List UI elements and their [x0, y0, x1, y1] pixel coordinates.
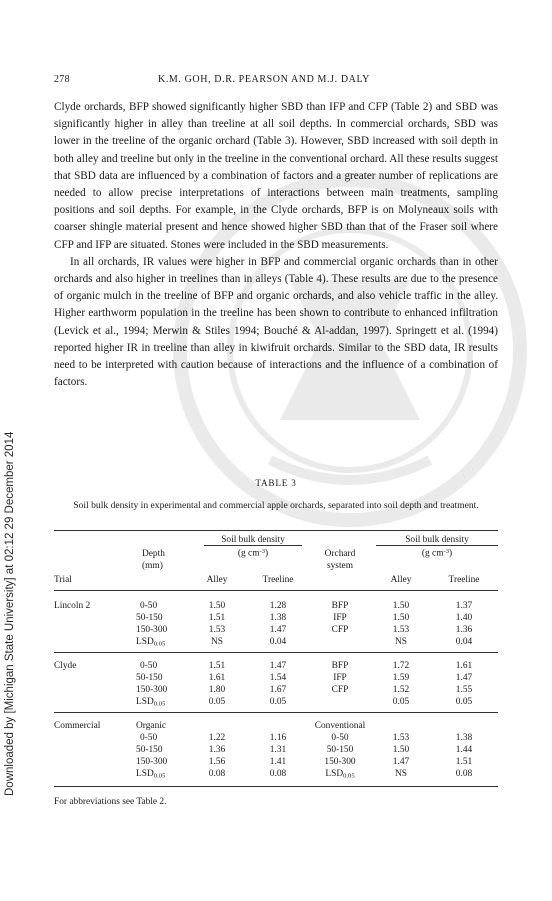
header-depth: Depth [142, 549, 165, 559]
value-cell: 1.36 [455, 625, 473, 635]
system-cell: CFP [331, 685, 349, 695]
value-cell: 1.51 [208, 661, 226, 671]
group-label-organic: Organic [136, 721, 167, 731]
lsd-cell: 0.04 [455, 637, 473, 647]
lsd-label-right: $LSD_{0.05}$ [325, 769, 355, 780]
lsd-cell: NS [211, 637, 223, 647]
depth-cell: 150-300 [136, 625, 168, 635]
value-cell: 1.28 [269, 601, 287, 611]
value-cell: 1.51 [208, 613, 226, 623]
depth-cell: 50-150 [136, 673, 163, 683]
header-sbd-right: Soil bulk density [405, 535, 469, 545]
value-cell: 1.47 [269, 625, 287, 635]
table-rule-group-2 [54, 712, 498, 713]
value-cell: 1.67 [269, 685, 287, 695]
lsd-label: $LSD_{0.05}$ [136, 769, 166, 780]
value-cell: 1.44 [455, 745, 473, 755]
value-cell: 1.80 [208, 685, 226, 695]
depth-cell: 150-300 [136, 757, 168, 767]
lsd-cell: 0.08 [208, 769, 226, 779]
value-cell: 1.37 [455, 601, 473, 611]
table-rule-header [54, 590, 498, 591]
header-system: system [326, 561, 354, 571]
soil-bulk-density-table [54, 528, 498, 808]
group-trial-commercial: Commercial [54, 721, 101, 731]
value-cell: 1.36 [208, 745, 226, 755]
header-sbd-left-unit: (g $cm^{-3}$) [237, 548, 269, 559]
value-cell: 1.53 [208, 625, 226, 635]
value-cell: 1.40 [455, 613, 473, 623]
value-cell: 1.50 [392, 745, 410, 755]
depth-cell: 150-300 [136, 685, 168, 695]
group-trial-lincoln: Lincoln 2 [54, 601, 91, 611]
running-head-authors: K.M. GOH, D.R. PEARSON AND M.J. DALY [158, 74, 371, 85]
table-rule-top [54, 530, 498, 531]
value-cell: 1.38 [269, 613, 287, 623]
value-cell: 1.50 [392, 601, 410, 611]
header-trial: Trial [54, 575, 72, 585]
depth-cell: 50-150 [136, 613, 163, 623]
header-alley-right: Alley [390, 575, 412, 585]
group-trial-clyde: Clyde [54, 661, 77, 671]
value-cell: 1.50 [208, 601, 226, 611]
table-title: TABLE 3 [255, 478, 297, 488]
value-cell: 1.51 [455, 757, 473, 767]
system-cell: BFP [331, 661, 349, 671]
value-cell: 1.50 [392, 613, 410, 623]
lsd-cell: NS [395, 769, 407, 779]
system-cell: CFP [331, 625, 349, 635]
value-cell: 1.55 [455, 685, 473, 695]
value-cell: 1.47 [392, 757, 410, 767]
lsd-cell: 0.05 [269, 697, 287, 707]
value-cell: 1.31 [269, 745, 287, 755]
table-rule-group-1 [54, 652, 498, 653]
system-cell: BFP [331, 601, 349, 611]
value-cell: 1.61 [455, 661, 473, 671]
value-cell: 1.41 [269, 757, 287, 767]
header-sbd-right-unit: (g $cm^{-3}$) [421, 548, 453, 559]
system-cell: 0-50 [331, 733, 349, 743]
lsd-cell: 0.05 [392, 697, 410, 707]
value-cell: 1.59 [392, 673, 410, 683]
lsd-cell: 0.08 [455, 769, 473, 779]
header-orchard: Orchard [324, 549, 356, 559]
system-cell: 150-300 [324, 757, 356, 767]
system-cell: 50-150 [326, 745, 354, 755]
value-cell: 1.22 [208, 733, 226, 743]
lsd-cell: 0.05 [455, 697, 473, 707]
lsd-label: $LSD_{0.05}$ [136, 637, 166, 648]
lsd-cell: 0.08 [269, 769, 287, 779]
page-number: 278 [54, 74, 70, 85]
depth-cell: 0-50 [140, 661, 158, 671]
value-cell: 1.47 [269, 661, 287, 671]
value-cell: 1.38 [455, 733, 473, 743]
table-caption: Soil bulk density in experimental and commercial apple orchards, separated into soil depth and treatment. [73, 500, 479, 511]
depth-cell: 0-50 [140, 733, 158, 743]
value-cell: 1.52 [392, 685, 410, 695]
value-cell: 1.16 [269, 733, 287, 743]
header-treeline-left: Treeline [262, 575, 294, 585]
running-head [54, 74, 498, 88]
lsd-cell: NS [395, 637, 407, 647]
download-watermark [4, 120, 20, 840]
header-treeline-right: Treeline [448, 575, 480, 585]
value-cell: 1.47 [455, 673, 473, 683]
value-cell: 1.53 [392, 733, 410, 743]
header-alley-left: Alley [206, 575, 228, 585]
value-cell: 1.53 [392, 625, 410, 635]
header-sbd-left: Soil bulk density [221, 535, 285, 545]
depth-cell: 50-150 [136, 745, 163, 755]
value-cell: 1.54 [269, 673, 287, 683]
paragraph-1: Clyde orchards, BFP showed significantly higher SBD than IFP and CFP (Table 2) and SBD was significantly higher in alley than treeline at all soil depths. In commercial orchards, SBD was lower in the treeline of the organic orchard (Table 3). However, SBD increased with soil depth in both alley and treeline but only in the treeline in the conventional orchard. All these results suggest that SBD data are influenced by a combination of factors and a greater number of replications are needed to allow precise interpretations of interactions between main treatments, sampling positions and soil depths. For example, in the Clyde orchards, BFP is on Molyneaux soils with coarser shingle material present and hence showed higher SBD than that of the Fraser soil where CFP and IFP are situated. Stones were included in the SBD measurements. [54, 101, 498, 251]
lsd-cell: 0.05 [208, 697, 226, 707]
header-depth-unit: (mm) [142, 561, 163, 571]
value-cell: 1.72 [392, 661, 410, 671]
system-cell: IFP [333, 673, 347, 683]
body-text [54, 99, 498, 391]
system-cell: IFP [333, 613, 347, 623]
paragraph-2: In all orchards, IR values were higher in BFP and commercial organic orchards than in other orchards and also higher in treelines than in alleys (Table 4). These results are due to the presence of organic mulch in the treeline of BFP and organic orchards, and also vehicle traffic in the alley. Higher earthworm population in the treeline has been shown to contribute to enhanced infiltration (Levick et al., 1994; Merwin & Stiles 1994; Bouché & Al-addan, 1997). Springett et al. (1994) reported higher IR in treeline than alley in kiwifruit orchards. Similar to the SBD data, IR results need to be interpreted with caution because of interactions and the influence of a combination of factors. [54, 255, 498, 389]
group-label-conventional: Conventional [314, 721, 366, 731]
depth-cell: 0-50 [140, 601, 158, 611]
download-watermark-text: Downloaded by [Michigan State University] at 02:12 29 December 2014 [4, 431, 16, 796]
table-rule-bottom [54, 786, 498, 787]
lsd-cell: 0.04 [269, 637, 287, 647]
table-footnote: For abbreviations see Table 2. [54, 797, 167, 807]
lsd-label: $LSD_{0.05}$ [136, 697, 166, 708]
value-cell: 1.61 [208, 673, 226, 683]
value-cell: 1.56 [208, 757, 226, 767]
